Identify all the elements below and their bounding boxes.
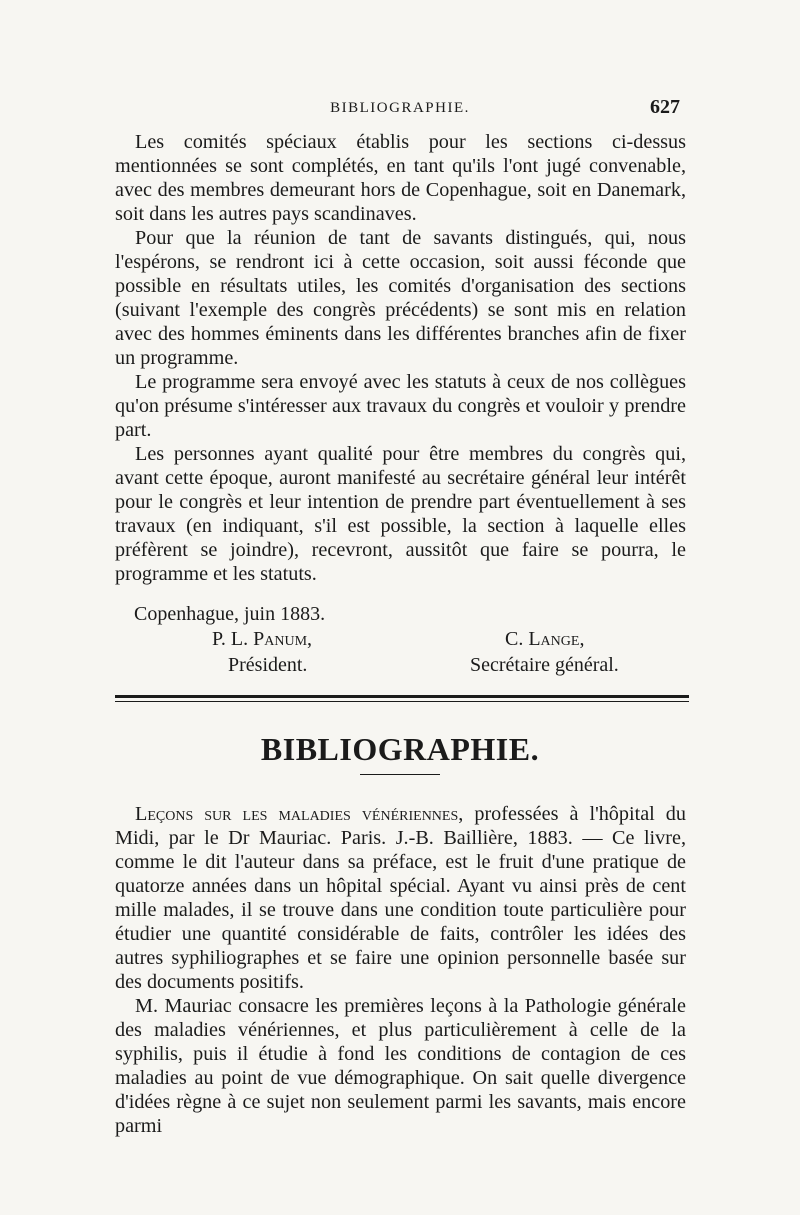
section-divider-thin (115, 701, 689, 702)
section-divider-thick (115, 695, 689, 698)
secretary-name: C. Lange, (505, 628, 585, 650)
paragraph: Les personnes ayant qualité pour être membres du congrès qui, avant cette époque, auront manifesté au secrétaire général leur intérêt pour le congrès et leur intention de prendre part éventuellement à ses travaux (en indiquant, s'il est possible, la section à laquelle elles préfèrent se joindre), recevront, aussitôt que faire se pourra, le programme et les statuts. (115, 443, 686, 585)
review-paragraph-rest: professées à l'hôpital du Midi, par le Dr Mauriac. Paris. J.-B. Baillière, 1883. — Ce livre, comme le dit l'auteur dans sa préface, est le fruit d'une pratique de quatorze années dans un hôpital spécial. Ayant vu ainsi près de cent mille malades, il se trouve dans une condition toute particulière pour étudier une quantité considérable de faits, contrôler les idées des autres syphiliographes et se faire une opinion personnelle basée sur des documents positifs. (115, 803, 686, 993)
secretary-title: Secrétaire général. (470, 654, 619, 676)
paragraph: Le programme sera envoyé avec les statuts à ceux de nos collègues qu'on présume s'intéresser aux travaux du congrès et vouloir y prendre part. (115, 371, 686, 441)
announcement-text (115, 130, 686, 586)
paragraph: Pour que la réunion de tant de savants distingués, qui, nous l'espérons, se rendront ici à cette occasion, soit aussi féconde que possible en résultats utiles, les comités d'organisation des sections (suivant l'exemple des congrès précédents) se sont mis en relation avec des hommes éminents dans les différentes branches afin de fixer un programme. (115, 227, 686, 369)
book-title: Leçons sur les maladies vénériennes, (135, 803, 464, 825)
review-paragraph (115, 802, 686, 994)
president-title: Président. (228, 654, 308, 676)
page-number: 627 (650, 96, 680, 118)
review-text (115, 802, 686, 1138)
section-heading: BIBLIOGRAPHIE. (260, 731, 540, 767)
review-paragraph: M. Mauriac consacre les premières leçons à la Pathologie générale des maladies vénériennes, et plus particulièrement à celle de la syphilis, puis il étudie à fond les conditions de contagion de ces maladies au point de vue démographique. On sait quelle divergence d'idées règne à ce sujet non seulement parmi les savants, mais encore parmi (115, 995, 686, 1137)
paragraph: Les comités spéciaux établis pour les sections ci-dessus mentionnées se sont complétés, en tant qu'ils l'ont jugé convenable, avec des membres demeurant hors de Copenhague, soit en Danemark, soit dans les autres pays scandinaves. (115, 131, 686, 225)
running-title: BIBLIOGRAPHIE. (330, 100, 470, 116)
signature-place-date: Copenhague, juin 1883. (134, 603, 326, 625)
president-name: P. L. Panum, (212, 628, 313, 650)
heading-underline (360, 774, 440, 775)
running-header (0, 96, 800, 126)
